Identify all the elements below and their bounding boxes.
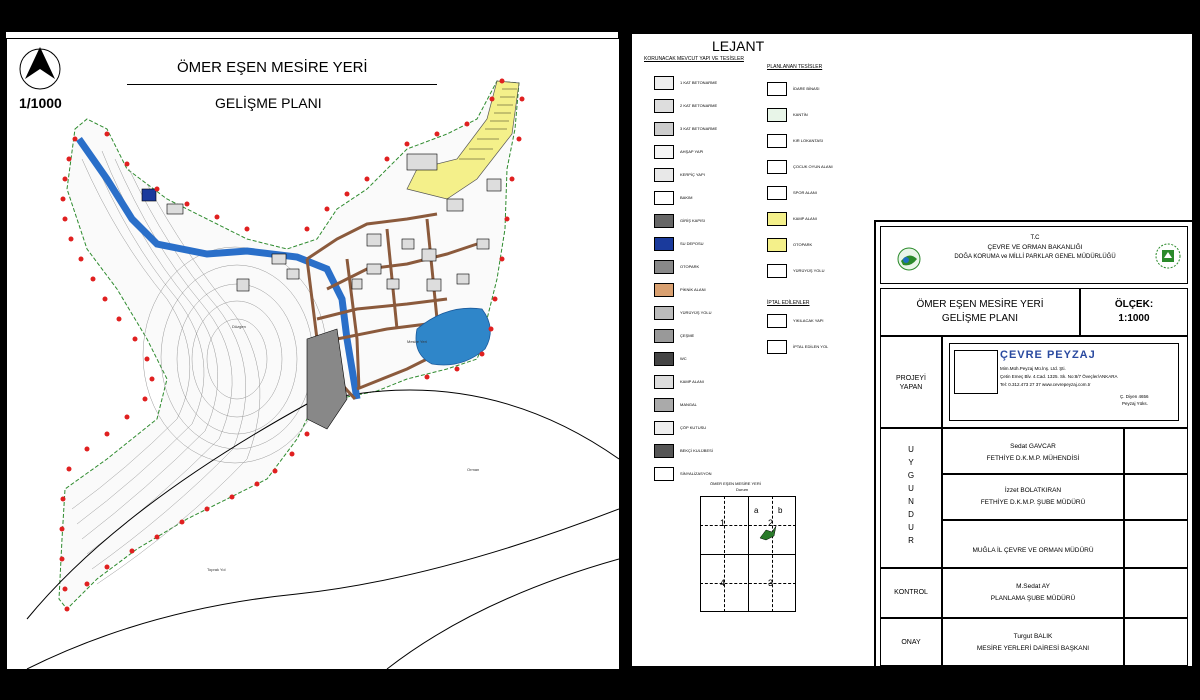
legend-item-label: AHŞAP YAPI — [680, 149, 704, 154]
company-stamp — [949, 343, 1179, 421]
sign2-title: FETHİYE D.K.M.P. ŞUBE MÜDÜRÜ — [980, 499, 1086, 506]
legend-item-label: SPOR ALANI — [793, 190, 817, 195]
legend-symbol — [654, 214, 674, 228]
legend-item-label: GİRİŞ KAPISI — [680, 218, 705, 223]
legend-item-label: PİKNİK ALANI — [680, 287, 706, 292]
legend-item-label: KIR LOKANTASI — [793, 138, 823, 143]
legend-item-label: BAKIM — [680, 195, 693, 200]
sign2-signature — [1124, 474, 1188, 520]
company-cell — [942, 336, 1188, 428]
legend-symbol — [767, 238, 787, 252]
legend-col1-header: KORUNACAK MEVCUT YAPI VE TESİSLER — [644, 56, 744, 62]
site-plan-map[interactable] — [6, 38, 620, 670]
legend-item-label: KANTİN — [793, 112, 808, 117]
legend-symbol — [654, 76, 674, 90]
legend-item-label: YÜRÜYÜŞ YOLU — [680, 310, 712, 315]
keymap-cell: 1 — [720, 518, 726, 528]
sign4-title: PLANLAMA ŞUBE MÜDÜRÜ — [990, 595, 1076, 602]
legend-symbol — [767, 160, 787, 174]
sign1-cell — [942, 428, 1124, 474]
sign5-name: Turgut BALIK — [1013, 633, 1053, 640]
map-scale: 1/1000 — [19, 95, 62, 111]
legend-symbol — [654, 122, 674, 136]
keymap-letter: b — [778, 506, 783, 515]
map-title: ÖMER EŞEN MESİRE YERİ — [177, 59, 368, 76]
legend-symbol — [654, 375, 674, 389]
legend-item-label: OTOPARK — [680, 264, 700, 269]
prepared-label-2: YAPAN — [899, 384, 923, 391]
map-label-area: Orman — [467, 467, 480, 472]
company-name: ÇEVRE PEYZAJ — [1000, 349, 1096, 361]
legend-symbol — [654, 306, 674, 320]
map-subtitle: GELİŞME PLANI — [215, 95, 322, 111]
uygundur-letter: D — [908, 510, 914, 519]
uygundur-letter: G — [907, 471, 915, 480]
legend-symbol — [654, 444, 674, 458]
title-block — [874, 220, 1194, 668]
keymap-letter: a — [754, 506, 759, 515]
right-border — [1194, 32, 1200, 668]
legend-item-label: KAMP ALANI — [680, 379, 704, 384]
bottom-border — [0, 668, 1200, 700]
sign5-title: MESİRE YERLERİ DAİRESİ BAŞKANI — [976, 645, 1090, 652]
keymap-cell: 2 — [768, 518, 774, 528]
project-name-cell — [880, 288, 1080, 336]
uygundur-letter: Y — [908, 458, 914, 467]
company-line3: Tel: 0.312.473 27 37 www.cevrepeyzaj.com.tr — [1000, 382, 1091, 387]
legend-symbol — [767, 82, 787, 96]
uygundur-letter: U — [908, 523, 914, 532]
map-svg — [7, 39, 619, 669]
keymap-cell: 3 — [768, 578, 774, 588]
sign3-signature — [1124, 520, 1188, 568]
legend-item-label: İPTAL EDİLEN YOL — [793, 344, 829, 349]
legend-item-label: YIKILACAK YAPI — [793, 318, 824, 323]
onay-cell — [880, 618, 942, 666]
legend-symbol — [654, 191, 674, 205]
ministry-line1: ÇEVRE VE ORMAN BAKANLIĞI — [987, 244, 1083, 251]
project-name-1: ÖMER EŞEN MESİRE YERİ — [916, 299, 1044, 310]
legend-item-label: KERPİÇ YAPI — [680, 172, 705, 177]
legend-symbol — [767, 186, 787, 200]
sign4-signature — [1124, 568, 1188, 618]
keymap-title: ÖMER EŞEN MESİRE YERİ — [710, 481, 761, 486]
sign1-signature — [1124, 428, 1188, 474]
legend-item-label: 3 KAT BETONARME — [680, 126, 718, 131]
keymap-grid — [700, 496, 796, 612]
keymap-cell: 4 — [720, 578, 726, 588]
legend-title: LEJANT — [712, 38, 765, 54]
uygundur-letter: U — [908, 445, 914, 454]
legend-symbol — [767, 314, 787, 328]
prepared-label-1: PROJEYİ — [896, 375, 926, 382]
company-line1: Mim.Müh.Peyzaj Mü.İnş. Ltd. Şti. — [1000, 366, 1066, 371]
keymap-subtitle: Durum — [736, 487, 749, 492]
legend-item-label: SİNYALİZASYON — [680, 471, 712, 476]
legend-item-label: ÇÖP KUTUSU — [680, 425, 707, 430]
legend-item-label: KAMP ALANI — [793, 216, 817, 221]
legend-symbol — [767, 264, 787, 278]
sign2-name: İzzet BOLATKIRAN — [1004, 487, 1062, 494]
sign5-signature — [1124, 618, 1188, 666]
legend-panel — [630, 32, 1194, 668]
legend-item-label: WC — [680, 356, 687, 361]
legend-item-label: ÇOCUK OYUN ALANI — [793, 164, 833, 169]
legend-item-label: MANGAL — [680, 402, 697, 407]
title-divider — [127, 84, 437, 85]
map-label-area: Düzgen — [232, 324, 246, 329]
sign3-cell — [942, 520, 1124, 568]
legend-item-label: 2 KAT BETONARME — [680, 103, 718, 108]
legend-item-label: YÜRÜYÜŞ YOLU — [793, 268, 825, 273]
kontrol-label: KONTROL — [894, 589, 928, 596]
legend-symbol — [654, 352, 674, 366]
keymap-location-icon — [758, 524, 778, 544]
scale-value: 1:1000 — [1118, 313, 1150, 324]
legend-item-label: ÇEŞME — [680, 333, 695, 338]
dark-building — [142, 189, 156, 201]
sign5-cell — [942, 618, 1124, 666]
legend-symbol — [654, 237, 674, 251]
sign4-name: M.Sedat AY — [1016, 583, 1050, 590]
sign2-cell — [942, 474, 1124, 520]
legend-item-label: 1 KAT BETONARME — [680, 80, 718, 85]
north-arrow-icon — [20, 47, 60, 89]
legend-symbol — [654, 398, 674, 412]
uygundur-letter: U — [908, 484, 914, 493]
legend-symbol — [767, 340, 787, 354]
company-logo-box — [954, 350, 998, 394]
legend-symbol — [654, 260, 674, 274]
legend-symbol — [654, 329, 674, 343]
legend-item-label: BEKÇİ KULÜBESİ — [680, 448, 713, 453]
kontrol-cell — [880, 568, 942, 618]
legend-symbol — [767, 212, 787, 226]
legend-symbol — [654, 421, 674, 435]
uygundur-letter: N — [908, 497, 914, 506]
project-name-2: GELİŞME PLANI — [941, 313, 1019, 324]
map-label-area: Toprak Yol — [207, 567, 226, 572]
legend-symbol — [654, 145, 674, 159]
sign1-title: FETHİYE D.K.M.P. MÜHENDİSİ — [986, 455, 1080, 462]
legend-symbol — [767, 108, 787, 122]
legend-symbol — [654, 168, 674, 182]
legend-item-label: İDARE BİNASI — [793, 86, 820, 91]
ministry-header — [880, 226, 1188, 284]
sign4-cell — [942, 568, 1124, 618]
top-border — [0, 0, 1200, 32]
uygundur-letter: R — [908, 536, 914, 545]
legend-item-label: OTOPARK — [793, 242, 813, 247]
sign3-title: MUĞLA İL ÇEVRE VE ORMAN MÜDÜRÜ — [972, 547, 1094, 554]
terrain-curve — [387, 559, 619, 669]
legend-symbol — [654, 99, 674, 113]
onay-label: ONAY — [901, 639, 921, 646]
company-sign2: Peyzaj Yüks. — [1122, 401, 1148, 406]
legend-symbol — [654, 467, 674, 481]
legend-item-label: SU DEPOSU — [680, 241, 704, 246]
ministry-tc: T.C — [1030, 235, 1040, 241]
company-sign: Ç. Diyen 4656 — [1120, 394, 1149, 399]
scale-label: ÖLÇEK: — [1114, 299, 1154, 310]
legend-col3-header: İPTAL EDİLENLER — [767, 300, 810, 306]
prepared-label-cell — [880, 336, 942, 428]
map-label-area: Mesire Yeri — [407, 339, 427, 344]
scale-cell — [1080, 288, 1188, 336]
uygundur-cell — [880, 428, 942, 568]
legend-symbol — [767, 134, 787, 148]
company-line2: Çetin Emeç Blv. 4.Cad. 1325. Sk. No:8/7 Öveçler/ANKARA — [1000, 374, 1118, 379]
legend-symbol — [654, 283, 674, 297]
legend-col2-header: PLANLANAN TESİSLER — [767, 64, 823, 70]
ministry-line2: DOĞA KORUMA ve MİLLİ PARKLAR GENEL MÜDÜRLÜĞÜ — [954, 254, 1116, 260]
sign1-name: Sedat GAVCAR — [1010, 443, 1056, 450]
